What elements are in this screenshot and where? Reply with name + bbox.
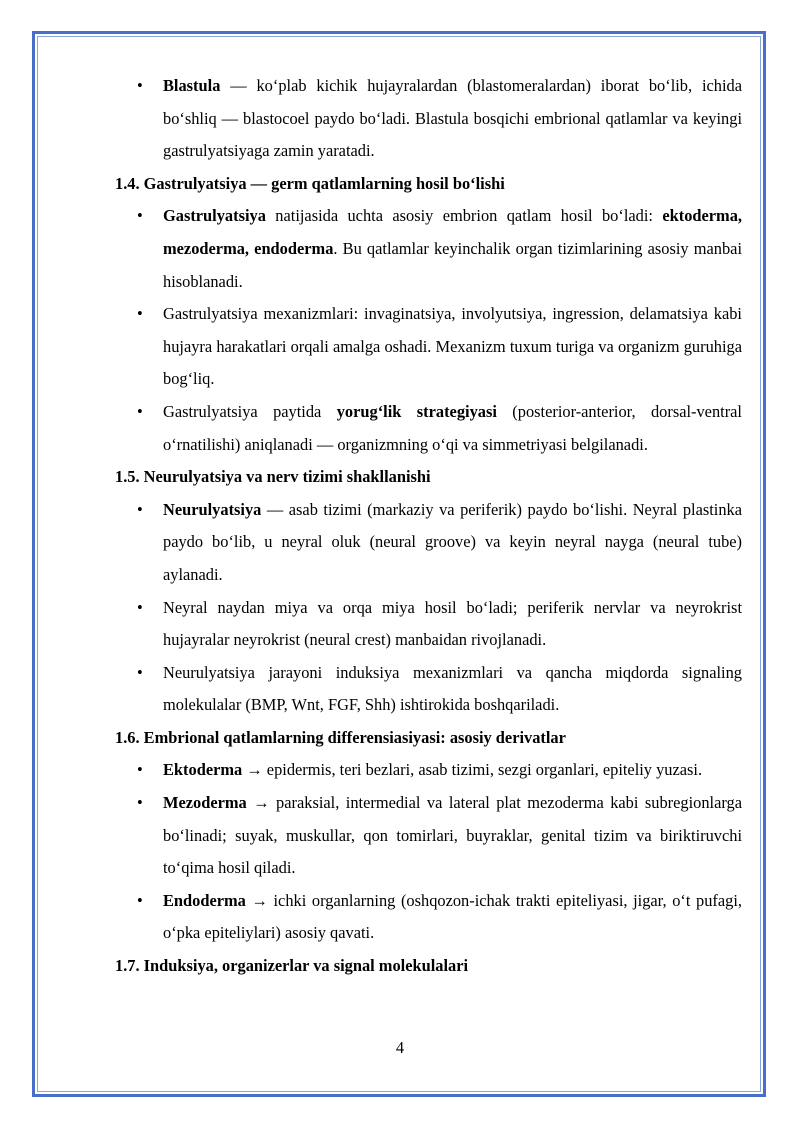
bold-term: yorug‘lik strategiyasi	[336, 401, 497, 421]
bullet-icon: •	[137, 499, 143, 519]
text-run: Gastrulyatsiya paytida	[163, 401, 337, 421]
bullet-icon: •	[137, 76, 143, 95]
text-run: . Bu qatlamlar keyinchalik organ tizimlarining asosiy manbai hisoblanadi.	[163, 238, 742, 291]
bullet-icon: •	[137, 890, 143, 910]
bold-term: Endoderma	[163, 890, 246, 910]
list-item	[115, 494, 742, 592]
bold-term: Gastrulyatsiya	[163, 206, 266, 226]
text-run: Neurulyatsiya jarayoni induksiya mexanizmlari va qancha miqdorda signaling molekulalar (BMP, Wnt, FGF, Shh) ishtirokida boshqariladi.	[163, 662, 742, 715]
text-run: Neyral naydan miya va orqa miya hosil bo‘ladi; periferik nervlar va neyrokrist hujayralar neyrokrist (neural crest) manbaidan rivojlanadi.	[163, 597, 742, 650]
bullet-icon: •	[137, 760, 143, 780]
bullet-icon: •	[137, 206, 143, 226]
list-item	[115, 787, 742, 885]
section-heading: 1.5. Neurulyatsiya va nerv tizimi shakllanishi	[115, 467, 431, 487]
document-body	[115, 70, 742, 983]
text-run: → epidermis, teri bezlari, asab tizimi, sezgi organlari, epiteliy yuzasi.	[242, 760, 703, 780]
section-heading: 1.6. Embrional qatlamlarning differensiasiyasi: asosiy derivatlar	[115, 727, 566, 747]
text-run: — asab tizimi (markaziy va periferik) paydo bo‘lishi. Neyral plastinka paydo bo‘lib, u neyral oluk (neural groove) va keyin neyral nayga (neural tube) aylanadi.	[163, 499, 742, 584]
bold-term: Blastula	[163, 76, 221, 95]
list-item	[115, 298, 742, 396]
text-run: Gastrulyatsiya mexanizmlari: invaginatsiya, involyutsiya, ingression, delamatsiya kabi hujayra harakatlari orqali amalga oshadi. Mexanizm tuxum turiga va organizm guruhiga bog‘liq.	[163, 304, 742, 389]
page-number: 4	[395, 1038, 405, 1057]
list-item	[115, 396, 742, 461]
list-item	[115, 657, 742, 722]
section-heading: 1.4. Gastrulyatsiya — germ qatlamlarning hosil bo‘lishi	[115, 173, 505, 193]
text-run: (posterior-anterior, dorsal-ventral o‘rnatilishi) aniqlanadi — organizmning o‘qi va simmetriyasi belgilanadi.	[163, 401, 742, 454]
text-run: natijasida uchta asosiy embrion qatlam hosil bo‘ladi:	[265, 206, 663, 226]
text-run: → paraksial, intermedial va lateral plat mezoderma kabi subregionlarga bo‘linadi; suyak, muskullar, qon tomirlari, buyraklar, genital tizim va biriktiruvchi to‘qima hosil qiladi.	[163, 793, 742, 878]
text-run: → ichki organlarning (oshqozon-ichak trakti epiteliyasi, jigar, o‘t pufagi, o‘pka epiteliylari) asosiy qavati.	[163, 890, 742, 943]
list-item	[115, 885, 742, 950]
bold-term: Mezoderma	[163, 793, 247, 813]
bullet-icon: •	[137, 304, 143, 324]
bold-term: Neurulyatsiya	[163, 499, 262, 519]
section-heading: 1.7. Induksiya, organizerlar va signal molekulalari	[115, 956, 469, 976]
list-item	[115, 592, 742, 657]
bullet-icon: •	[137, 662, 143, 682]
list-item	[115, 754, 742, 787]
text-run: — ko‘plab kichik hujayralardan (blastomeralardan) iborat bo‘lib, ichida bo‘shliq — blastocoel paydo bo‘ladi. Blastula bosqichi embrional qatlamlar va keyingi gastrulyatsiyaga zamin yaratadi.	[163, 76, 742, 161]
list-item	[115, 200, 742, 298]
bullet-icon: •	[137, 401, 143, 421]
list-item	[115, 70, 742, 168]
bullet-icon: •	[137, 597, 143, 617]
bold-term: ektoderma, mezoderma, endoderma	[163, 206, 742, 258]
bold-term: Ektoderma	[163, 760, 243, 780]
bullet-icon: •	[137, 793, 143, 813]
